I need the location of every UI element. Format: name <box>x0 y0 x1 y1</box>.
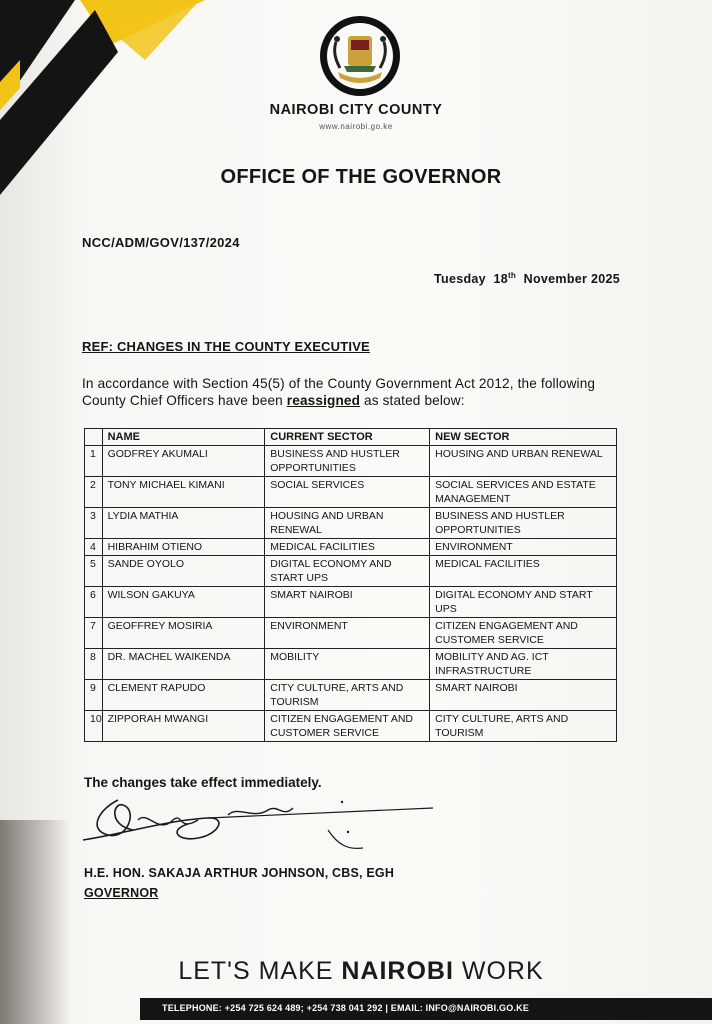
effect-note: The changes take effect immediately. <box>84 775 322 790</box>
table-row <box>85 539 617 556</box>
officer-name: LYDIA MATHIA <box>102 508 265 539</box>
current-sector: SMART NAIROBI <box>265 587 430 618</box>
officer-name: ZIPPORAH MWANGI <box>102 711 265 742</box>
new-sector: DIGITAL ECONOMY AND START UPS <box>430 587 617 618</box>
officer-name: WILSON GAKUYA <box>102 587 265 618</box>
signatory-title: GOVERNOR <box>84 886 159 900</box>
officer-name: GEOFFREY MOSIRIA <box>102 618 265 649</box>
table-row <box>85 587 617 618</box>
officer-name: HIBRAHIM OTIENO <box>102 539 265 556</box>
officer-name: CLEMENT RAPUDO <box>102 680 265 711</box>
row-number: 9 <box>85 680 103 711</box>
footer-slogan <box>0 957 712 986</box>
signatory-name: H.E. HON. SAKAJA ARTHUR JOHNSON, CBS, EGH <box>84 866 395 880</box>
slogan-bold: NAIROBI <box>341 957 454 985</box>
table-row <box>85 556 617 587</box>
page-shadow <box>0 820 70 1024</box>
header-name: NAME <box>102 429 265 446</box>
current-sector: BUSINESS AND HUSTLER OPPORTUNITIES <box>265 446 430 477</box>
header-number <box>85 429 103 446</box>
county-coat-of-arms-icon <box>318 14 402 98</box>
row-number: 2 <box>85 477 103 508</box>
row-number: 3 <box>85 508 103 539</box>
current-sector: MEDICAL FACILITIES <box>265 539 430 556</box>
table-row <box>85 711 617 742</box>
new-sector: HOUSING AND URBAN RENEWAL <box>430 446 617 477</box>
office-title: OFFICE OF THE GOVERNOR <box>220 166 502 188</box>
intro-paragraph <box>82 375 642 409</box>
table-row <box>85 508 617 539</box>
officer-name: TONY MICHAEL KIMANI <box>102 477 265 508</box>
slogan-prefix: LET'S MAKE <box>178 957 342 985</box>
date-number: 18 <box>493 272 508 287</box>
new-sector: ENVIRONMENT <box>430 539 617 556</box>
row-number: 7 <box>85 618 103 649</box>
table-row <box>85 618 617 649</box>
header-current-sector: CURRENT SECTOR <box>265 429 430 446</box>
row-number: 5 <box>85 556 103 587</box>
new-sector: MOBILITY AND AG. ICT INFRASTRUCTURE <box>430 649 617 680</box>
table-header-row <box>85 429 617 446</box>
footer-contact: TELEPHONE: +254 725 624 489; +254 738 041 292 | EMAIL: INFO@NAIROBI.GO.KE <box>162 1003 530 1013</box>
officer-name: SANDE OYOLO <box>102 556 265 587</box>
current-sector: ENVIRONMENT <box>265 618 430 649</box>
county-website: www.nairobi.go.ke <box>319 122 393 131</box>
current-sector: HOUSING AND URBAN RENEWAL <box>265 508 430 539</box>
county-name: NAIROBI CITY COUNTY <box>269 102 443 118</box>
table-row <box>85 446 617 477</box>
governor-signature <box>78 790 438 870</box>
new-sector: MEDICAL FACILITIES <box>430 556 617 587</box>
letter-date <box>434 271 620 286</box>
reference-number: NCC/ADM/GOV/137/2024 <box>82 235 240 250</box>
current-sector: CITIZEN ENGAGEMENT AND CUSTOMER SERVICE <box>265 711 430 742</box>
date-suffix: th <box>507 271 517 280</box>
new-sector: SOCIAL SERVICES AND ESTATE MANAGEMENT <box>430 477 617 508</box>
subject-line: REF: CHANGES IN THE COUNTY EXECUTIVE <box>82 339 370 354</box>
intro-text-start: In accordance with Section 45(5) of the County Government Act 2012, the following County Chief Officers have been <box>82 376 596 408</box>
new-sector: CITY CULTURE, ARTS AND TOURISM <box>430 711 617 742</box>
new-sector: SMART NAIROBI <box>430 680 617 711</box>
officer-name: GODFREY AKUMALI <box>102 446 265 477</box>
new-sector: CITIZEN ENGAGEMENT AND CUSTOMER SERVICE <box>430 618 617 649</box>
row-number: 4 <box>85 539 103 556</box>
current-sector: MOBILITY <box>265 649 430 680</box>
row-number: 1 <box>85 446 103 477</box>
row-number: 8 <box>85 649 103 680</box>
current-sector: DIGITAL ECONOMY AND START UPS <box>265 556 430 587</box>
new-sector: BUSINESS AND HUSTLER OPPORTUNITIES <box>430 508 617 539</box>
current-sector: SOCIAL SERVICES <box>265 477 430 508</box>
intro-text-end: as stated below: <box>360 393 465 408</box>
row-number: 6 <box>85 587 103 618</box>
officer-name: DR. MACHEL WAIKENDA <box>102 649 265 680</box>
date-day: Tuesday <box>434 272 486 287</box>
intro-emphasis: reassigned <box>286 393 361 408</box>
current-sector: CITY CULTURE, ARTS AND TOURISM <box>265 680 430 711</box>
slogan-suffix: WORK <box>453 957 544 985</box>
table-row <box>85 649 617 680</box>
header-new-sector: NEW SECTOR <box>430 429 617 446</box>
date-month-year: November 2025 <box>523 272 620 287</box>
reassignment-table <box>84 428 617 742</box>
table-row <box>85 477 617 508</box>
row-number: 10 <box>85 711 103 742</box>
table-row <box>85 680 617 711</box>
